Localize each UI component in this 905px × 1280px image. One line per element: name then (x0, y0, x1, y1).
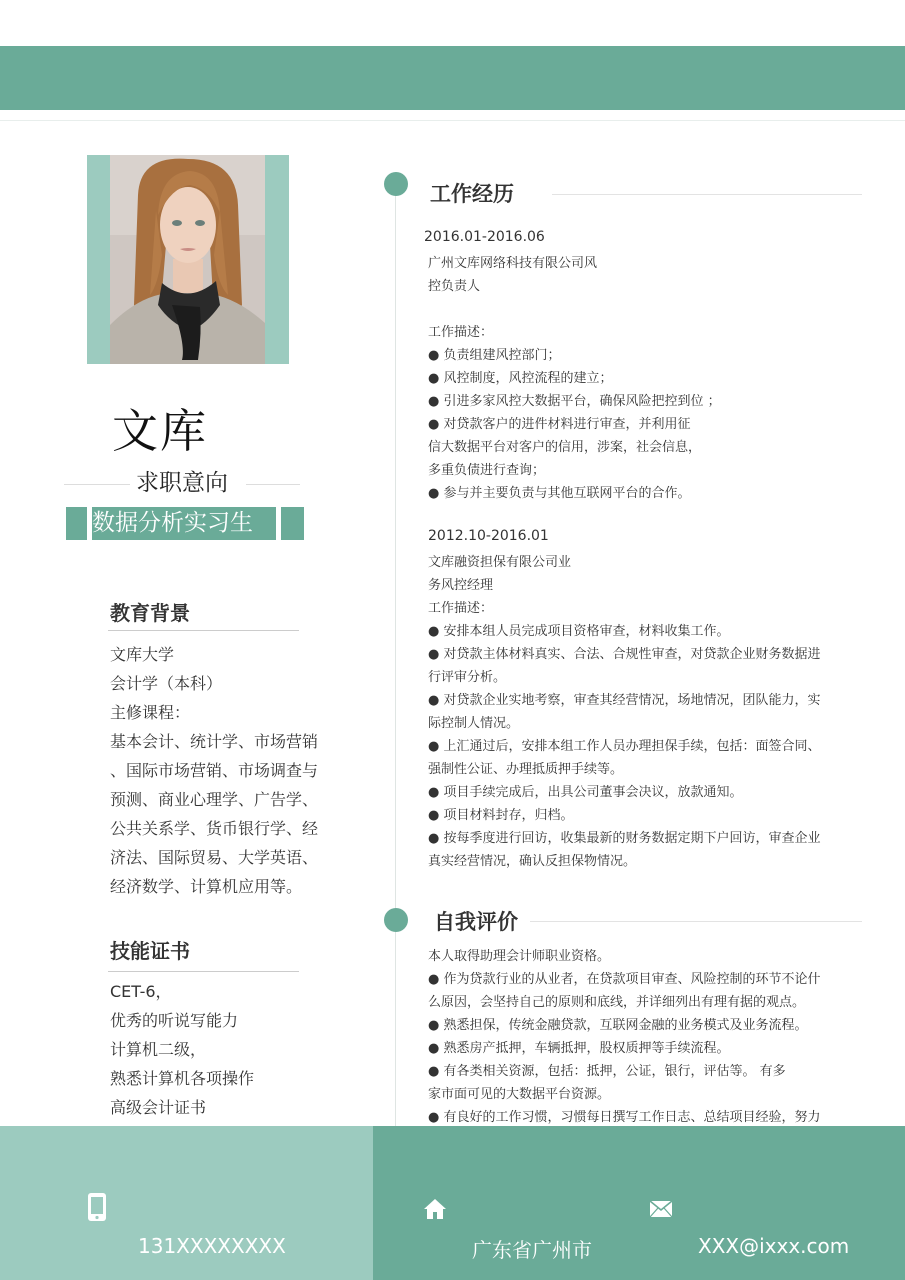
work-title: 工作经历 (430, 182, 514, 206)
contact-address: 广东省广州市 (472, 1238, 592, 1262)
job2-line: ● 项目材料封存，归档。 (428, 808, 574, 823)
job1-line: 信大数据平台对客户的信用，涉案，社会信息， (428, 440, 702, 455)
job2-line: 工作描述： (428, 601, 494, 616)
home-icon (423, 1197, 447, 1225)
header-band (0, 46, 905, 110)
education-line: 济法、国际贸易、大学英语、 (110, 848, 319, 867)
job1-line: ● 引进多家风控大数据平台，确保风险把控到位 ； (428, 394, 721, 409)
job1-date: 2016.01-2016.06 (424, 229, 545, 245)
self-eval-title: 自我评价 (434, 910, 518, 934)
job2-date: 2012.10-2016.01 (428, 528, 549, 544)
education-line: 基本会计、统计学、市场营销 (110, 732, 319, 751)
timeline-dot (384, 172, 408, 196)
job1-text (428, 252, 721, 505)
intent-line-right (246, 484, 300, 485)
self-eval-line: 么原因，会坚持自己的原则和底线，并详细列出有理有据的观点。 (428, 995, 806, 1010)
contact-phone: 131XXXXXXXX (138, 1234, 286, 1258)
education-line: 、国际市场营销、市场调查与 (110, 761, 319, 780)
phone-icon (87, 1192, 107, 1226)
job2-line: 务风控经理 (428, 578, 494, 593)
job2-line: ● 对贷款主体材料真实、合法、合规性审查，对贷款企业财务数据进 (428, 647, 821, 662)
skill-line: 熟悉计算机各项操作 (110, 1069, 255, 1088)
education-line: 会计学（本科） (110, 674, 223, 693)
job1-line: 多重负债进行查询； (428, 463, 546, 478)
job-bar-notch-right (276, 507, 281, 540)
job1-line: 控负责人 (428, 279, 481, 294)
job1-line: ● 负责组建风控部门； (428, 348, 561, 363)
job2-line: ● 按每季度进行回访，收集最新的财务数据定期下户回访，审查企业 (428, 831, 821, 846)
self-eval-line: 本人取得助理会计师职业资格。 (428, 949, 611, 964)
profile-photo (110, 155, 265, 364)
job2-line: ● 安排本组人员完成项目资格审查，材料收集工作。 (428, 624, 730, 639)
education-line: 文库大学 (110, 645, 175, 664)
header-divider (0, 120, 905, 121)
education-line: 主修课程： (110, 703, 191, 722)
candidate-name: 文库 (112, 404, 208, 458)
education-line: 预测、商业心理学、广告学、 (110, 790, 319, 809)
self-eval-line: ● 有各类相关资源，包括：抵押，公证，银行，评估等。 有多 (428, 1064, 786, 1079)
job2-line: 强制性公证、办理抵质押手续等。 (428, 762, 624, 777)
portrait-illustration (110, 155, 265, 364)
skill-line: 计算机二级， (110, 1040, 207, 1059)
skills-rule (108, 971, 299, 972)
job2-line: ● 对贷款企业实地考察，审查其经营情况，场地情况，团队能力，实 (428, 693, 821, 708)
job1-line: ● 对贷款客户的进件材料进行审查，并利用征 (428, 417, 691, 432)
self-eval-line: 家市面可见的大数据平台资源。 (428, 1087, 611, 1102)
job-title: 数据分析实习生 (92, 510, 253, 536)
job1-line: 工作描述： (428, 325, 494, 340)
intent-line-left (64, 484, 130, 485)
job2-line: 真实经营情况，确认反担保物情况。 (428, 854, 637, 869)
education-title: 教育背景 (110, 601, 190, 625)
job1-line: ● 风控制度，风控流程的建立； (428, 371, 613, 386)
skill-line: CET-6， (110, 982, 172, 1001)
timeline (395, 195, 396, 1155)
job1-line: ● 参与并主要负责与其他互联网平台的合作。 (428, 486, 691, 501)
job2-line: 行评审分析。 (428, 670, 507, 685)
job1-line: 广州文库网络科技有限公司风 (428, 256, 598, 271)
education-rule (108, 630, 299, 631)
job2-line: ● 项目手续完成后，出具公司董事会决议，放款通知。 (428, 785, 743, 800)
self-eval-line: ● 熟悉房产抵押，车辆抵押，股权质押等手续流程。 (428, 1041, 730, 1056)
job2-line: 际控制人情况。 (428, 716, 520, 731)
work-rule (552, 194, 862, 195)
job2-line: 文库融资担保有限公司业 (428, 555, 572, 570)
job1-line (428, 298, 721, 321)
job2-line: ● 上汇通过后，安排本组工作人员办理担保手续，包括：面签合同、 (428, 739, 821, 754)
skill-line: 高级会计证书 (110, 1098, 207, 1117)
education-line: 公共关系学、货币银行学、经 (110, 819, 319, 838)
job-intent-label: 求职意向 (136, 470, 228, 496)
self-eval-line: ● 有良好的工作习惯，习惯每日撰写工作日志、总结项目经验，努力 (428, 1110, 821, 1125)
education-text (110, 640, 318, 901)
education-line: 经济数学、计算机应用等。 (110, 877, 303, 896)
self-eval-line: ● 熟悉担保，传统金融贷款，互联网金融的业务模式及业务流程。 (428, 1018, 808, 1033)
self-eval-rule (530, 921, 862, 922)
mail-icon (649, 1200, 673, 1222)
contact-email: XXX@ixxx.com (698, 1234, 850, 1258)
skills-title: 技能证书 (110, 939, 190, 963)
self-eval-text (428, 945, 820, 1152)
skills-text (110, 977, 254, 1122)
skill-line: 优秀的听说写能力 (110, 1011, 239, 1030)
timeline-dot (384, 908, 408, 932)
job2-text (428, 551, 820, 873)
self-eval-line: ● 作为贷款行业的从业者，在贷款项目审查、风险控制的环节不论什 (428, 972, 821, 987)
